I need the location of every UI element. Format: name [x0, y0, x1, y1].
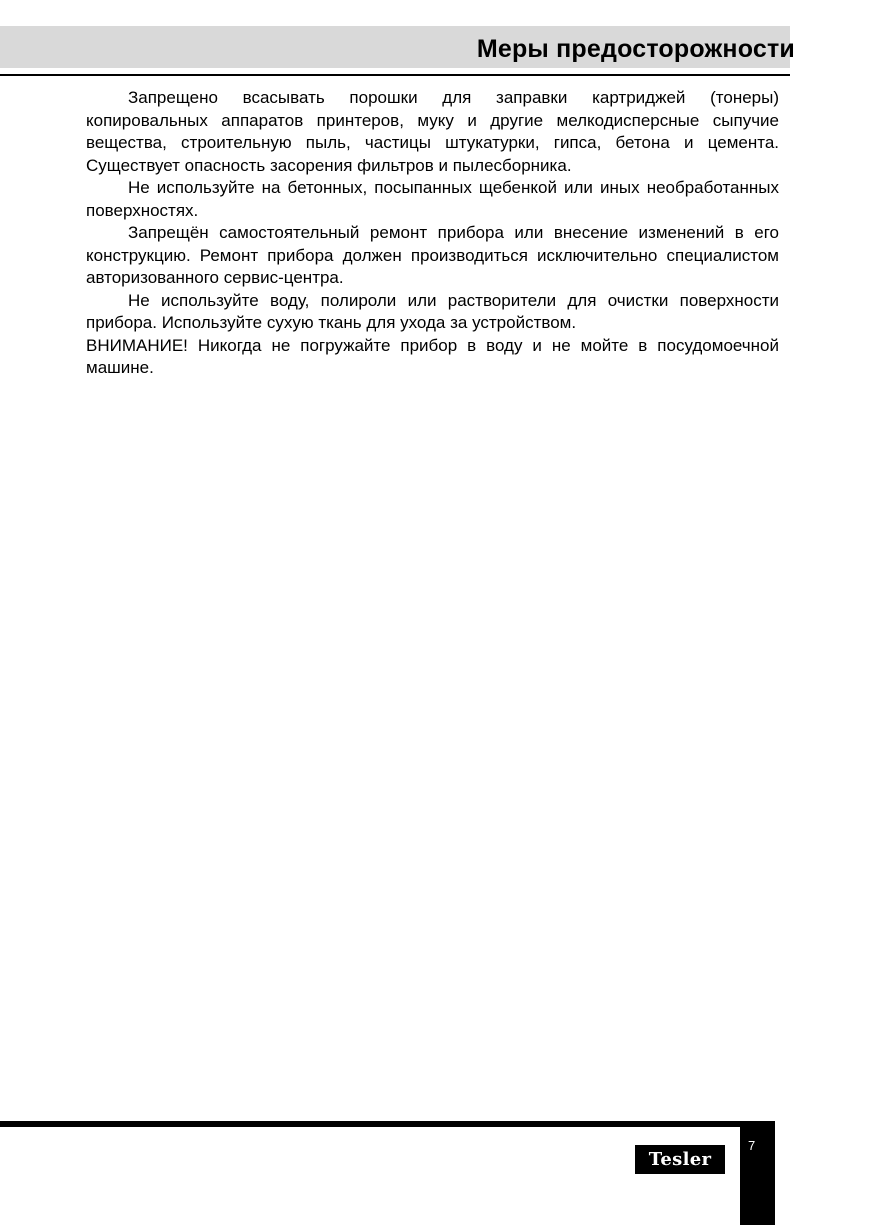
page-title: Меры предосторожности — [476, 35, 795, 63]
page-number-tab — [740, 1121, 775, 1225]
paragraph-attention-warning: ВНИМАНИЕ! Никогда не погружайте прибор в воду и не мойте в посудомоечной машине. — [86, 335, 779, 377]
paragraph-powders-warning: Запрещено всасывать порошки для заправки картриджей (тонеры) копировальных аппаратов принтеров, муку и другие мелкодисперсные сыпучие вещества, строительную пыль, частицы штукатурки, гипса, бетона и цемента. Существует опасность засорения фильтров и пылесборника. — [86, 88, 779, 175]
paragraph-surfaces-warning: Не используйте на бетонных, посыпанных щебенкой или иных необработанных поверхностях. — [86, 178, 779, 220]
content-body — [86, 87, 779, 380]
header-divider — [0, 74, 790, 76]
footer-divider — [0, 1121, 775, 1127]
paragraph-cleaning-instructions: Не используйте воду, полироли или растворители для очистки поверхности прибора. Используйте сухую ткань для ухода за устройством. — [86, 290, 779, 332]
page-number: 7 — [748, 1138, 756, 1153]
paragraph-repair-warning: Запрещён самостоятельный ремонт прибора или внесение изменений в его конструкцию. Ремонт прибора должен производиться исключительно специалистом авторизованного сервис-центра. — [86, 223, 779, 287]
brand-logo: Tesler — [635, 1145, 725, 1174]
